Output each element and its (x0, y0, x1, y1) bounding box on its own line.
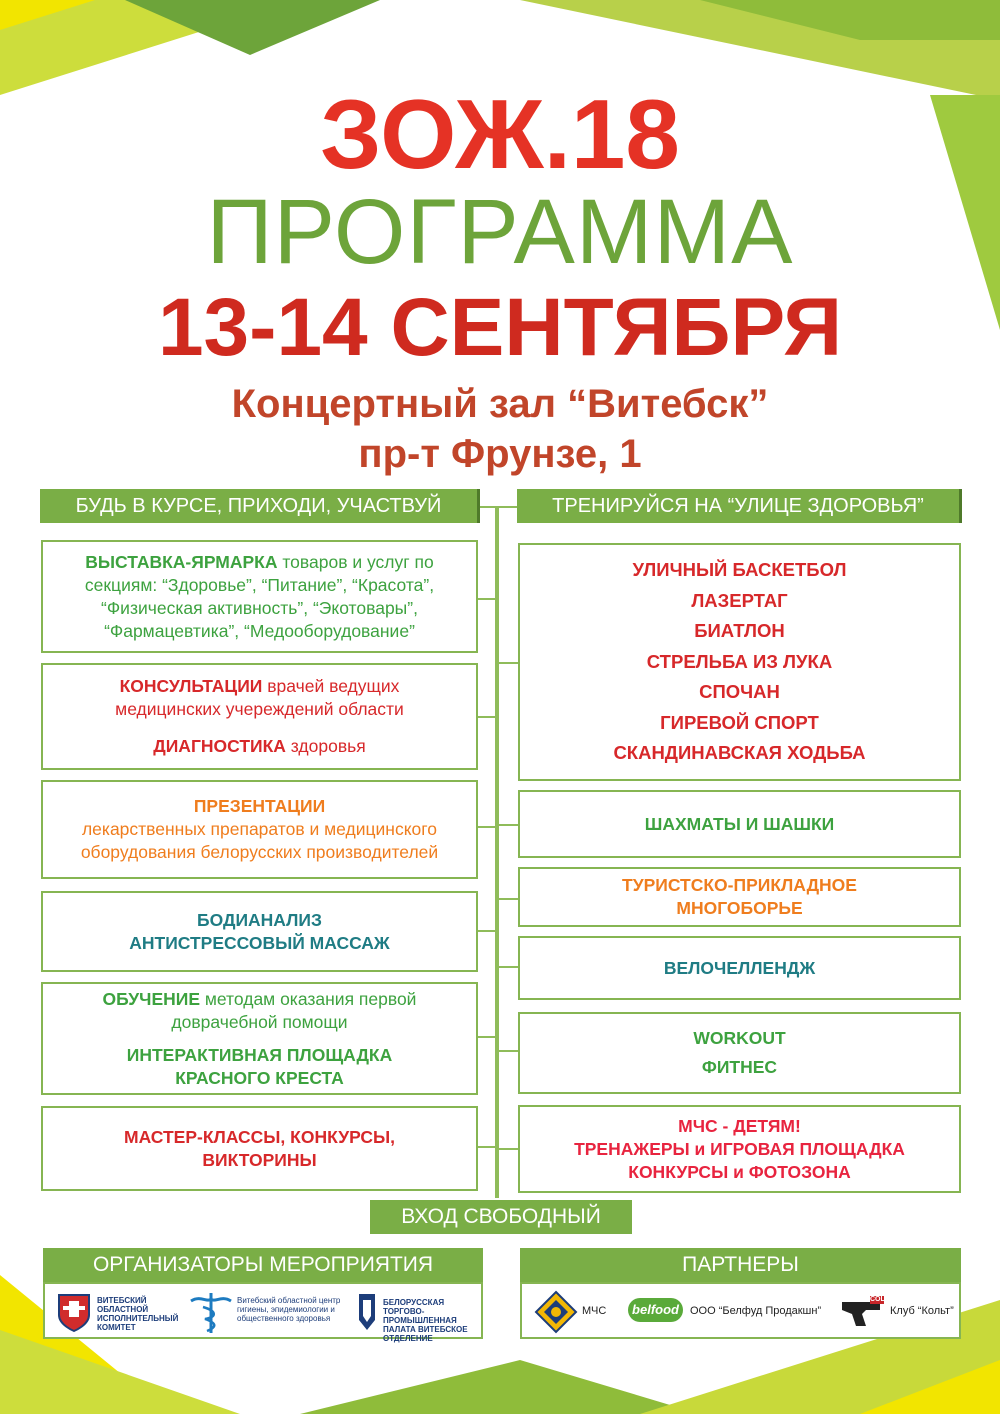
organizer-2-name: Витебский областной центр гигиены, эпидемиологии и общественного здоровья (237, 1296, 341, 1323)
left-branch-2 (478, 716, 495, 718)
right-branch-2 (499, 824, 519, 826)
chess-box (518, 790, 961, 858)
tourism-line-2: МНОГОБОРЬЕ (676, 898, 803, 918)
partner-belfood: ООО “Белфуд Продакшн” (690, 1305, 822, 1317)
sport-item: ГИРЕВОЙ СПОРТ (660, 711, 819, 733)
left-branch-6 (478, 1146, 495, 1148)
exhibition-title: ВЫСТАВКА-ЯРМАРКА (85, 551, 278, 572)
right-branch-5 (499, 1050, 519, 1052)
training-title: ОБУЧЕНИЕ (102, 988, 201, 1009)
training-line-4: КРАСНОГО КРЕСТА (175, 1067, 344, 1088)
exhibition-box (41, 540, 478, 653)
venue-name: Концертный зал “Витебск” (231, 382, 769, 426)
training-text-2: доврачебной помощи (171, 1011, 348, 1032)
chess-label: ШАХМАТЫ И ШАШКИ (644, 813, 835, 834)
sport-item: УЛИЧНЫЙ БАСКЕТБОЛ (632, 559, 847, 581)
exhibition-text-4: “Фармацевтика”, “Медооборудование” (104, 620, 415, 641)
belfood-logo (628, 1298, 683, 1322)
right-branch-6 (499, 1148, 519, 1150)
tourism-line-1: ТУРИСТСКО-ПРИКЛАДНОЕ (622, 875, 857, 895)
mchs-line-2: ТРЕНАЖЕРЫ и ИГРОВАЯ ПЛОЩАДКА (574, 1138, 905, 1159)
mchs-line-3: КОНКУРСЫ и ФОТОЗОНА (628, 1161, 851, 1182)
sport-item: СКАНДИНАВСКАЯ ХОДЬБА (613, 742, 866, 764)
exhibition-text-2: секциям: “Здоровье”, “Питание”, “Красота”, (84, 574, 435, 595)
belfood-logo-text: belfood (632, 1302, 679, 1317)
caduceus-icon (187, 1289, 235, 1335)
coat-of-arms-icon (55, 1291, 93, 1333)
consultations-text-1: врачей ведущих (262, 676, 400, 696)
right-branch-4 (499, 966, 519, 968)
partners-panel (520, 1282, 961, 1339)
training-line-3: ИНТЕРАКТИВНАЯ ПЛОЩАДКА (126, 1044, 393, 1065)
presentations-box (41, 780, 478, 879)
chamber-logo-icon (353, 1290, 381, 1334)
training-box (41, 982, 478, 1095)
consultations-text-2: медицинских учереждений области (115, 699, 404, 719)
sports-box (518, 543, 961, 781)
left-branch-4 (478, 930, 495, 932)
bodyanalysis-box (41, 891, 478, 972)
presentations-text-2: оборудования белорусских производителей (80, 842, 439, 862)
presentations-title: ПРЕЗЕНТАЦИИ (193, 796, 326, 816)
exhibition-text-1: товаров и услуг по (277, 551, 434, 572)
organizers-panel (43, 1282, 483, 1343)
program-title: ПРОГРАММА (206, 181, 794, 283)
partner-mchs: МЧС (582, 1305, 607, 1317)
consultations-box (41, 663, 478, 770)
bodyanalysis-line-2: АНТИСТРЕССОВЫЙ МАССАЖ (129, 932, 390, 953)
masterclasses-line-1: МАСТЕР-КЛАССЫ, КОНКУРСЫ, (124, 1126, 395, 1147)
cycling-box (518, 936, 961, 1000)
sport-item: ЛАЗЕРТАГ (691, 589, 788, 611)
organizer-3-name: БЕЛОРУССКАЯ ТОРГОВО-ПРОМЫШЛЕННАЯ ПАЛАТА ВИТЕБСКОЕ ОТДЕЛЕНИЕ (383, 1298, 468, 1343)
event-title: ЗОЖ.18 (320, 79, 680, 189)
masterclasses-line-2: ВИКТОРИНЫ (202, 1149, 317, 1170)
event-dates: 13-14 СЕНТЯБРЯ (157, 282, 843, 373)
bodyanalysis-line-1: БОДИАНАЛИЗ (197, 909, 322, 930)
mchs-emblem-icon (534, 1290, 578, 1334)
tourism-box (518, 867, 961, 927)
left-branch-3 (478, 826, 495, 828)
organizers-heading: ОРГАНИЗАТОРЫ МЕРОПРИЯТИЯ (43, 1248, 483, 1282)
sport-item: СТРЕЛЬБА ИЗ ЛУКА (646, 650, 833, 672)
cycling-label: ВЕЛОЧЕЛЛЕНДЖ (663, 957, 816, 978)
organizer-1-name: ВИТЕБСКИЙ ОБЛАСТНОЙ ИСПОЛНИТЕЛЬНЫЙ КОМИТЕТ (97, 1296, 179, 1332)
left-branch-5 (478, 1036, 495, 1038)
sport-item: БИАТЛОН (694, 620, 785, 642)
free-entry-bar: ВХОД СВОБОДНЫЙ (370, 1200, 632, 1234)
workout-box (518, 1012, 961, 1094)
exhibition-text-3: “Физическая активность”, “Экотовары”, (101, 597, 418, 618)
consultations-title: КОНСУЛЬТАЦИИ (119, 676, 263, 696)
masterclasses-box (41, 1106, 478, 1191)
heading-connector (480, 506, 520, 508)
mchs-line-1: МЧС - ДЕТЯМ! (678, 1115, 801, 1136)
diagnostics-text: здоровья (285, 736, 366, 756)
workout-line-1: WORKOUT (693, 1028, 786, 1048)
right-column-heading: ТРЕНИРУЙСЯ НА “УЛИЦЕ ЗДОРОВЬЯ” (517, 489, 962, 523)
presentations-text-1: лекарственных препаратов и медицинского (81, 819, 438, 839)
mchs-box (518, 1105, 961, 1193)
sport-item: СПОЧАН (699, 681, 780, 703)
center-connector-line (495, 508, 499, 1198)
partner-colt: Клуб “Кольт” (890, 1305, 954, 1317)
left-branch-1 (478, 598, 495, 600)
diagnostics-title: ДИАГНОСТИКА (153, 736, 286, 756)
colt-logo-text: COLT (870, 1296, 889, 1303)
venue-address: пр-т Фрунзе, 1 (358, 432, 642, 476)
right-branch-3 (499, 898, 519, 900)
workout-line-2: ФИТНЕС (701, 1057, 778, 1077)
training-text-1: методам оказания первой (200, 988, 417, 1009)
right-branch-1 (499, 662, 519, 664)
left-column-heading: БУДЬ В КУРСЕ, ПРИХОДИ, УЧАСТВУЙ (40, 489, 480, 523)
partners-heading: ПАРТНЕРЫ (520, 1248, 961, 1282)
